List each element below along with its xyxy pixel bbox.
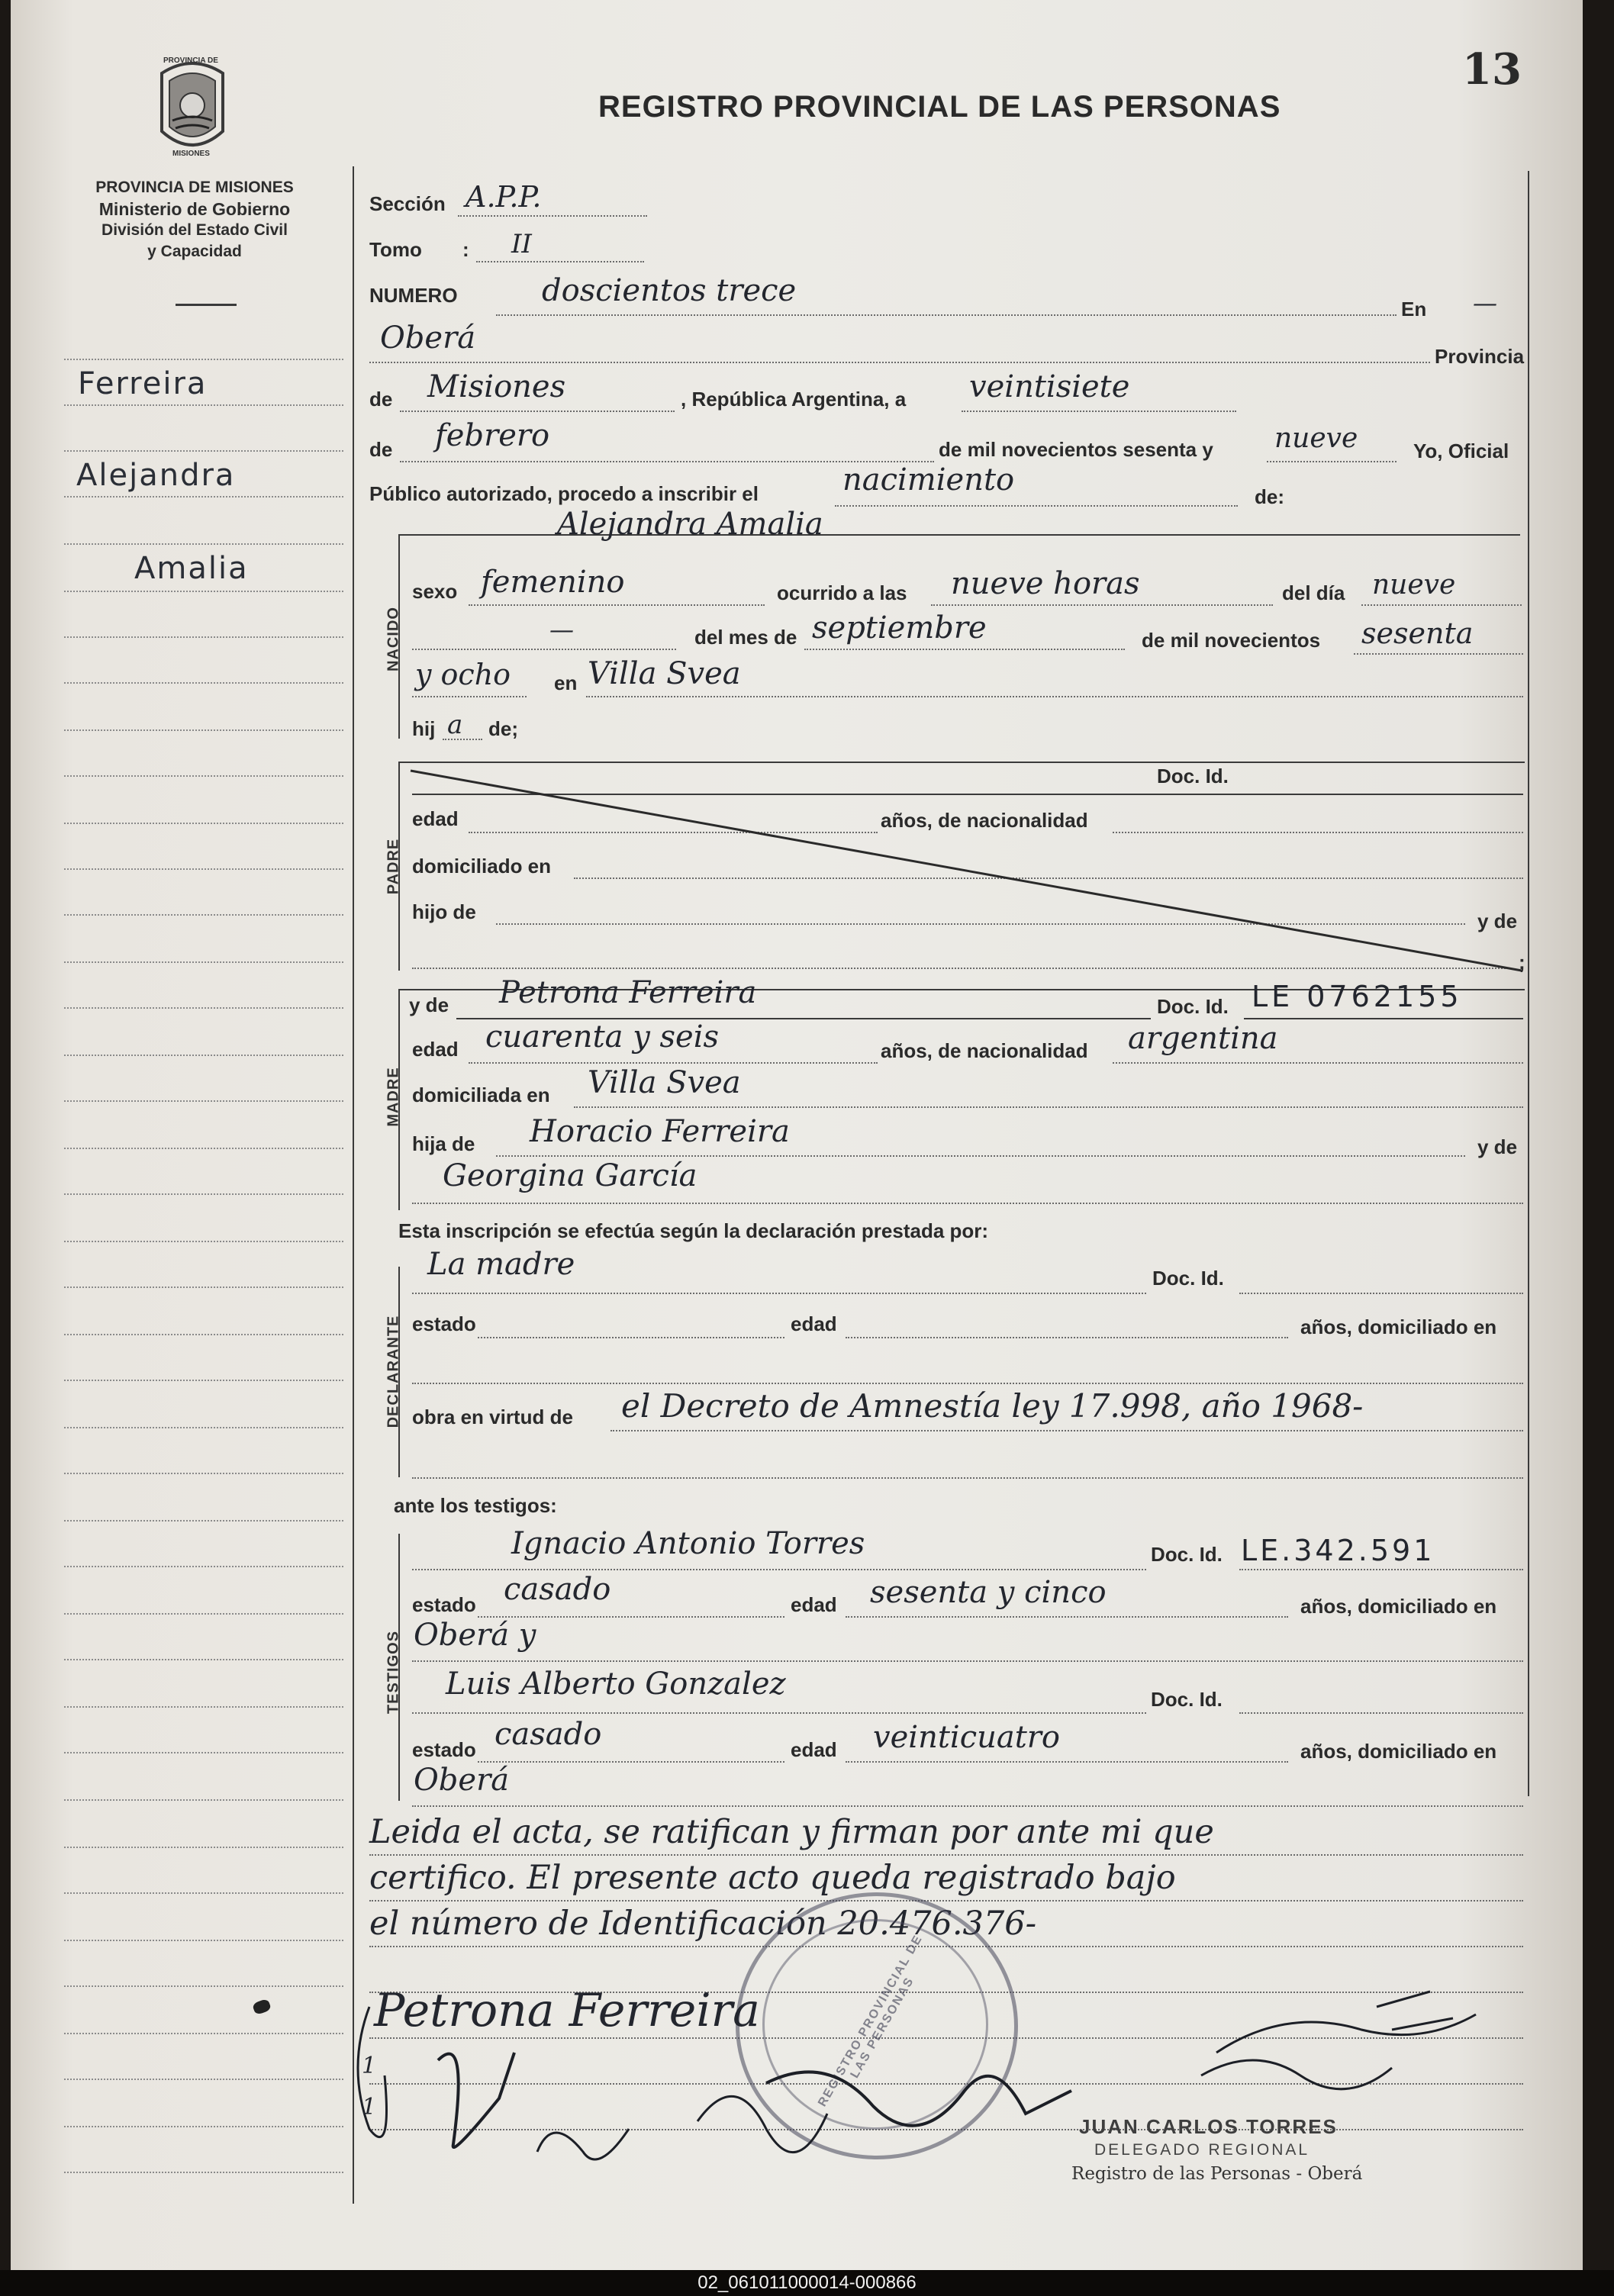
official-office: Registro de las Personas - Oberá	[1071, 2164, 1363, 2184]
side-label-madre: MADRE	[385, 1067, 402, 1127]
value-madre-domicilio: Villa Svea	[588, 1065, 741, 1100]
label-tomo: Tomo	[369, 238, 422, 261]
label-obra: obra en virtud de	[412, 1406, 573, 1428]
coat-of-arms-emblem	[156, 52, 229, 162]
label-de-mes: de	[369, 438, 393, 461]
label-del-mes-de: del mes de	[694, 626, 797, 649]
value-en: —	[1473, 288, 1497, 317]
emblem-bottom-text: MISIONES	[172, 150, 210, 158]
value-testigo1-edad: sesenta y cinco	[870, 1575, 1107, 1610]
label-de-mil-novecientos: de mil novecientos	[1142, 629, 1321, 652]
value-lugar: Oberá	[380, 320, 476, 356]
value-hij-suffix: a	[447, 710, 463, 740]
label-provincia: Provincia	[1435, 345, 1525, 368]
label-declarante-doc: Doc. Id.	[1152, 1267, 1224, 1290]
margin-second-name: Amalia	[134, 551, 249, 586]
label-madre-nacionalidad: años, de nacionalidad	[881, 1039, 1088, 1062]
value-dia-nacimiento: nueve	[1372, 569, 1456, 601]
label-testigo1-doc: Doc. Id.	[1151, 1543, 1223, 1566]
label-madre-hija-de: hija de	[412, 1132, 475, 1155]
issuer-line4: y Capacidad	[147, 243, 242, 260]
label-republica: , República Argentina, a	[681, 388, 907, 411]
label-esta-inscripcion: Esta inscripción se efectúa según la declaración prestada por:	[398, 1219, 989, 1242]
label-declarante-domicilio: años, domiciliado en	[1300, 1315, 1497, 1338]
side-label-declarante: DECLARANTE	[385, 1315, 402, 1428]
label-de-provincia: de	[369, 388, 393, 411]
label-hij: hij	[412, 717, 436, 740]
value-testigo1-doc: LE.342.591	[1241, 1534, 1435, 1567]
value-acto: nacimiento	[842, 462, 1015, 498]
issuer-line3: División del Estado Civil	[101, 221, 288, 239]
label-testigo2-doc: Doc. Id.	[1151, 1688, 1223, 1711]
value-madre-nombre: Petrona Ferreira	[499, 975, 757, 1010]
value-testigo2-edad: veinticuatro	[873, 1720, 1060, 1755]
value-testigo1-nombre: Ignacio Antonio Torres	[511, 1526, 865, 1561]
label-madre-doc: Doc. Id.	[1157, 995, 1229, 1018]
value-anio-nacimiento: sesenta	[1361, 617, 1474, 650]
closing-line-1: Leida el acta, se ratifican y firman por ante mi que	[369, 1813, 1214, 1851]
label-declarante-edad: edad	[791, 1312, 837, 1335]
value-testigo1-domicilio: Oberá y	[414, 1618, 536, 1653]
label-testigo2-domicilio: años, domiciliado en	[1300, 1740, 1497, 1763]
value-lugar-nacimiento: Villa Svea	[588, 656, 741, 691]
side-label-padre: PADRE	[385, 838, 402, 895]
label-numero: NUMERO	[369, 284, 458, 307]
margin-first-name: Alejandra	[76, 458, 236, 493]
value-madre-madre: Georgina García	[443, 1158, 697, 1193]
label-seccion: Sección	[369, 192, 446, 215]
label-padre-y-de: y de	[1477, 910, 1518, 932]
label-madre-edad: edad	[412, 1038, 459, 1061]
value-obra: el Decreto de Amnestía ley 17.998, año 1968-	[621, 1387, 1364, 1425]
image-id-footer: 02_061011000014-000866	[0, 2270, 1614, 2296]
value-madre-doc: LE 0762155	[1252, 980, 1463, 1013]
label-de-semi: de;	[488, 717, 518, 740]
official-title: DELEGADO REGIONAL	[1094, 2141, 1310, 2159]
value-anio: nueve	[1274, 423, 1358, 454]
label-testigo1-domicilio: años, domiciliado en	[1300, 1595, 1497, 1618]
label-publico: Público autorizado, procedo a inscribir el	[369, 482, 759, 505]
label-padre-semicolon: ;	[1519, 951, 1525, 974]
label-testigo1-estado: estado	[412, 1593, 476, 1616]
signature-madre: Petrona Ferreira	[374, 1984, 760, 2037]
side-label-nacido: NACIDO	[385, 607, 402, 671]
side-label-testigos: TESTIGOS	[385, 1630, 402, 1715]
label-de-mil-sesenta: de mil novecientos sesenta y	[939, 438, 1213, 461]
page-number: 13	[1462, 44, 1522, 95]
label-ante-testigos: ante los testigos:	[394, 1494, 557, 1517]
emblem-top-text: PROVINCIA DE	[163, 56, 218, 65]
value-madre-padre: Horacio Ferreira	[530, 1114, 790, 1149]
label-del-dia: del día	[1282, 581, 1345, 604]
label-sexo: sexo	[412, 580, 458, 603]
label-de-colon: de:	[1255, 485, 1284, 508]
value-testigo2-nombre: Luis Alberto Gonzalez	[446, 1666, 786, 1702]
value-mes: febrero	[435, 418, 550, 453]
label-padre-nacionalidad: años, de nacionalidad	[881, 809, 1088, 832]
label-padre-doc: Doc. Id.	[1157, 765, 1229, 787]
label-ocurrido: ocurrido a las	[777, 581, 907, 604]
label-declarante-estado: estado	[412, 1312, 476, 1335]
value-dia: veintisiete	[969, 369, 1130, 404]
label-testigo2-estado: estado	[412, 1738, 476, 1761]
value-dia-cont: —	[549, 615, 574, 644]
value-madre-nacionalidad: argentina	[1128, 1021, 1278, 1056]
document-title: REGISTRO PROVINCIAL DE LAS PERSONAS	[598, 90, 1281, 124]
closing-line-3: el número de Identificación 20.476.376-	[369, 1905, 1037, 1943]
value-testigo2-domicilio: Oberá	[414, 1763, 510, 1798]
issuer-line1: PROVINCIA DE MISIONES	[95, 179, 294, 196]
stamp-text: REGISTRO PROVINCIAL DE LAS PERSONAS	[816, 1932, 926, 2109]
closing-line-2: certifico. El presente acto queda registrado bajo	[369, 1859, 1176, 1897]
margin-surname: Ferreira	[78, 366, 208, 401]
signature-mark-2: 1	[362, 2094, 377, 2120]
value-tomo: II	[511, 229, 532, 259]
issuer-line2: Ministerio de Gobierno	[98, 199, 291, 219]
value-nombre: Alejandra Amalia	[557, 507, 823, 542]
label-yo-oficial: Yo, Oficial	[1413, 440, 1509, 462]
value-numero: doscientos trece	[542, 273, 797, 308]
value-sexo: femenino	[481, 565, 625, 600]
label-madre-y-de-2: y de	[1477, 1135, 1518, 1158]
official-name: JUAN CARLOS TORRES	[1079, 2115, 1338, 2138]
issuer-block	[84, 177, 305, 262]
label-testigo2-edad: edad	[791, 1738, 837, 1761]
label-en: En	[1401, 298, 1427, 320]
value-declarante-nombre: La madre	[427, 1247, 575, 1282]
document-page: PROVINCIA DE MISIONES PROVINCIA DE MISIONES Ministerio de Gobierno División del Estado Civil y Capacidad REGISTRO PROVINCIAL DE LAS PERSONAS 13 Ferreira Alejandra Amalia Sección A.P.P. Tomo : II NUMERO doscientos trece En — Oberá Provincia de Misiones , República Argentina, a veintisiete de febrero de mil novecientos sesenta y nueve Yo, Oficial Público autorizado, procedo a inscribir el nacimiento de: NACIDO Alejandra Amalia sexo femenino ocurrido a las nueve horas del día nueve — del mes de septiembre de mil novecientos sesenta y ocho en Villa Svea hij a de; PADRE Doc. Id. edad años, de nacionalidad domiciliado en hijo de y de ; MADRE y de Petrona Ferreira Doc. Id. LE 0762155 edad cuarenta y seis años, de nacionalidad argentina domiciliada en Villa Svea hija de Horacio Ferreira y de Georgina García Esta inscripción se efectúa según la declaración prestada por: DECLARANTE La madre Doc. Id. estado edad años, domiciliado en obra en virtud de el Decreto de Amnestía ley 17.998, año 1968- ante los testigos: TESTIGOS Ignacio Antonio Torres Doc. Id. LE.342.591 estado casado edad sesenta y cinco años, domiciliado en Oberá y Luis Alberto Gonzalez Doc. Id. estado casado edad veinticuatro años, domiciliado en Oberá Leida el acta, se ratifican y firman por ante mi que certifico. El presente acto queda registrado bajo el número de Identificación 20.476.376- REGISTRO PROVINCIAL DE LAS PERSONAS Petrona Ferreira 1 1 JUAN CARLOS TORRES DELEGADO REGIONAL Registro de las Personas - Oberá	[11, 0, 1583, 2270]
value-seccion: A.P.P.	[466, 180, 542, 214]
value-provincia: Misiones	[427, 369, 566, 404]
label-madre-domicilio: domiciliada en	[412, 1084, 550, 1106]
value-anio-cont: y ocho	[415, 658, 511, 691]
label-testigo1-edad: edad	[791, 1593, 837, 1616]
label-padre-edad: edad	[412, 807, 459, 830]
padre-cancel-line	[408, 768, 1537, 981]
issuer-divider	[176, 304, 237, 306]
label-en-lugar: en	[554, 671, 578, 694]
value-testigo1-estado: casado	[504, 1572, 611, 1607]
value-hora: nueve horas	[951, 566, 1140, 601]
frame-right-line	[1528, 171, 1529, 1796]
value-madre-edad: cuarenta y seis	[485, 1019, 720, 1055]
ink-blot	[252, 1998, 272, 2016]
label-padre-hijo-de: hijo de	[412, 900, 476, 923]
label-madre-y-de: y de	[409, 993, 449, 1016]
value-testigo2-estado: casado	[495, 1717, 602, 1752]
value-mes-nacimiento: septiembre	[812, 610, 987, 646]
signature-mark-1: 1	[362, 2053, 377, 2079]
frame-left-line	[353, 166, 354, 2204]
label-padre-domicilio: domiciliado en	[412, 855, 552, 878]
